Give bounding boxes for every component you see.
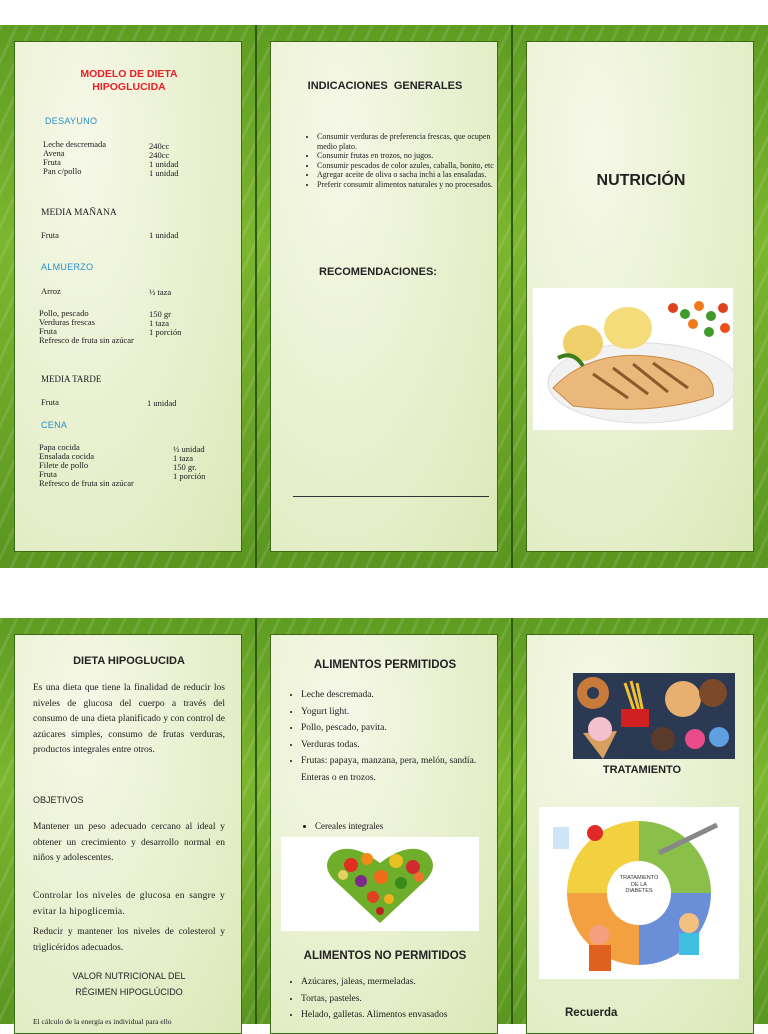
- food-item: Papa cocida: [39, 442, 80, 452]
- permitidos-list: [287, 687, 481, 786]
- list-item: • Tortas, pasteles.: [301, 991, 498, 1008]
- almuerzo-items: [39, 309, 134, 345]
- food-item: Avena: [43, 148, 65, 158]
- list-item: • Agregar aceite de oliva o sacha inchi a las ensaladas.: [317, 170, 498, 180]
- indicaciones-list: [303, 132, 498, 190]
- objetivos-heading: OBJETIVOS: [33, 795, 84, 805]
- objetivo-item: Mantener un peso adecuado cercano al ideal y obtener un crecimiento y desarrollo normal en niños y adolescentes.: [33, 822, 225, 863]
- permitidos-title: ALIMENTOS PERMITIDOS: [313, 659, 457, 671]
- section-media-manana: MEDIA MAÑANA: [41, 208, 117, 218]
- panel-tratamiento: [526, 634, 754, 1034]
- section-almuerzo: ALMUERZO: [41, 262, 94, 272]
- indicaciones-title: INDICACIONES GENERALES: [307, 80, 463, 92]
- list-item: • Consumir frutas en trozos, no jugos.: [317, 151, 498, 161]
- fold-line: [511, 618, 513, 1024]
- list-item: • Cereales integrales: [315, 818, 495, 835]
- vegetable-heart-image: [281, 837, 479, 931]
- food-amount: 240cc: [149, 150, 170, 160]
- food-amount: ½ taza: [149, 287, 172, 297]
- dieta-title: DIETA HIPOGLUCIDA: [73, 655, 185, 667]
- list-item: • Verduras todas.: [301, 737, 481, 754]
- almuerzo-amounts: [149, 310, 181, 337]
- section-media-tarde: MEDIA TARDE: [41, 374, 102, 384]
- food-amount: 1 unidad: [149, 159, 179, 169]
- calculo-text: El cálculo de la energía es individual para ello: [33, 1017, 172, 1026]
- tratamiento-title: TRATAMIENTO: [602, 764, 682, 776]
- panel-indicaciones: [270, 41, 498, 552]
- panel-diet-model: [14, 41, 242, 552]
- diabetes-treatment-diagram: [539, 807, 739, 979]
- food-item: Fruta: [39, 326, 57, 336]
- diet-model-title: MODELO DE DIETA HIPOGLUCIDA: [80, 68, 178, 93]
- cover-title: NUTRICIÓN: [596, 172, 686, 189]
- fold-line: [511, 25, 513, 568]
- list-item: • Azúcares, jaleas, mermeladas.: [301, 974, 498, 991]
- food-item: Pan c/pollo: [43, 166, 82, 176]
- food-amount: 1 taza: [173, 453, 194, 463]
- food-amount: 1 unidad: [147, 398, 177, 408]
- cena-items: [39, 443, 134, 488]
- desayuno-items: [43, 140, 106, 176]
- food-item: Fruta: [41, 230, 59, 240]
- food-amount: 1 porción: [173, 471, 206, 481]
- panel-alimentos: [270, 634, 498, 1034]
- food-amount: ½ unidad: [173, 444, 205, 454]
- food-item: Arroz: [41, 286, 61, 296]
- desayuno-amounts: [149, 142, 179, 178]
- food-item: Filete de pollo: [39, 460, 89, 470]
- list-item: • Preferir consumir alimentos naturales y no procesados.: [317, 180, 498, 190]
- food-item: Ensalada cocida: [39, 451, 94, 461]
- recomendaciones-title: RECOMENDACIONES:: [319, 266, 437, 278]
- panel-dieta-hipoglucida: [14, 634, 242, 1034]
- cena-amounts: [173, 445, 205, 481]
- list-item: • Pollo, pescado, pavita.: [301, 720, 481, 737]
- list-item: • Consumir pescados de color azules, caballa, bonito, etc: [317, 161, 498, 171]
- list-item: • Frutas: papaya, manzana, pera, melón, sandía. Enteras o en trozos.: [301, 753, 481, 786]
- recuerda-heading: Recuerda: [565, 1007, 618, 1019]
- objetivo-item: Reducir y mantener los niveles de colesterol y triglicéridos adecuados.: [33, 927, 225, 953]
- food-item: Pollo, pescado: [39, 308, 89, 318]
- valor-nutricional-heading: VALOR NUTRICIONAL DEL RÉGIMEN HIPOGLÚCIDO: [72, 971, 186, 997]
- food-item: Fruta: [39, 469, 57, 479]
- food-item: Refresco de fruta sin azúcar: [39, 478, 134, 488]
- food-item: Refresco de fruta sin azúcar: [39, 335, 134, 345]
- cereales-list: [301, 818, 495, 835]
- list-item: • Yogurt light.: [301, 704, 481, 721]
- food-amount: 1 taza: [149, 318, 170, 328]
- food-amount: 1 unidad: [149, 230, 179, 240]
- food-amount: 240cc: [149, 141, 170, 151]
- no-permitidos-list: [287, 974, 498, 1024]
- list-item: • Consumir verduras de preferencia frescas, que ocupen medio plato.: [317, 132, 498, 151]
- list-item: • Leche descremada.: [301, 687, 481, 704]
- food-amount: 150 gr: [149, 309, 171, 319]
- food-item: Verduras frescas: [39, 317, 95, 327]
- wheel-center-label: TRATAMIENTO DE LA DIABETES: [619, 875, 659, 894]
- writing-line: [293, 496, 489, 497]
- junk-food-image: [573, 673, 735, 759]
- no-permitidos-title: ALIMENTOS NO PERMITIDOS: [303, 950, 467, 962]
- grilled-chicken-plate-image: [533, 288, 733, 430]
- list-item: • Helado, galletas. Alimentos envasados: [301, 1007, 498, 1024]
- food-amount: 1 unidad: [149, 168, 179, 178]
- fold-line: [255, 25, 257, 568]
- food-item: Leche descremada: [43, 139, 106, 149]
- food-amount: 1 porción: [149, 327, 182, 337]
- objetivo-item: Controlar los niveles de glucosa en sangre y evitar la hipoglicemia.: [33, 891, 225, 917]
- food-item: Fruta: [43, 157, 61, 167]
- food-amount: 150 gr.: [173, 462, 197, 472]
- dieta-intro: Es una dieta que tiene la finalidad de reducir los niveles de glucosa del cuerpo a través del consumo de una dieta planificado y con control de azúcares simples, consumo de frutas verduras, productos integrales entre otros.: [33, 683, 225, 755]
- fold-line: [255, 618, 257, 1024]
- panel-cover: [526, 41, 754, 552]
- food-item: Fruta: [41, 397, 59, 407]
- section-cena: CENA: [41, 420, 68, 430]
- section-desayuno: DESAYUNO: [45, 116, 98, 126]
